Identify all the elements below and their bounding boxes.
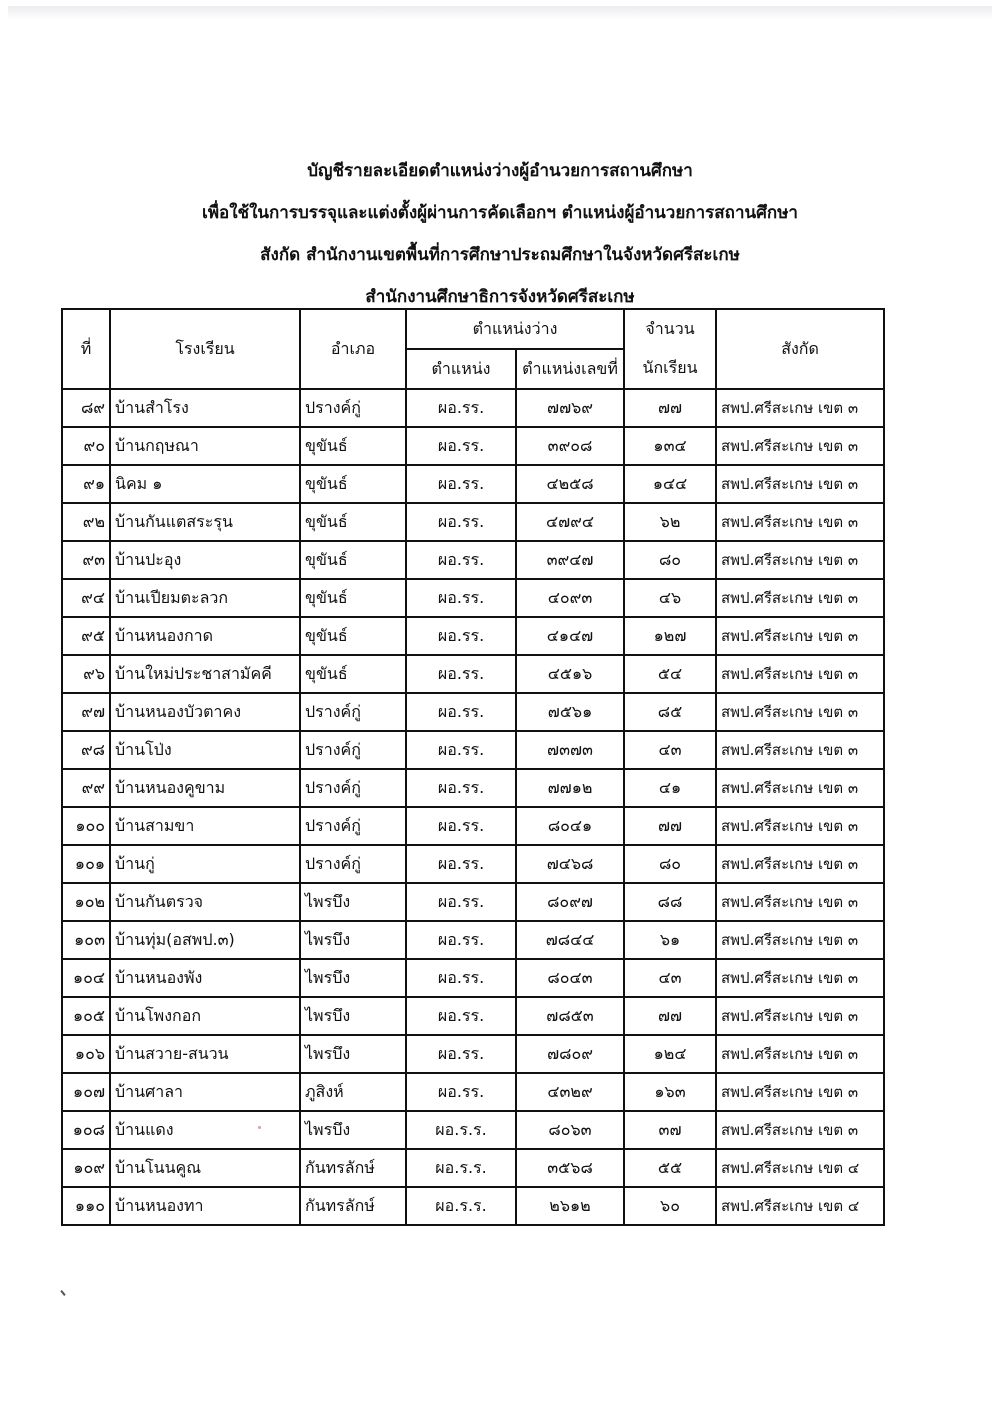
row-number: ๙๓ [62, 541, 110, 579]
student-count: ๑๓๔ [624, 427, 716, 465]
affiliation: สพป.ศรีสะเกษ เขต ๓ [716, 693, 884, 731]
table-row [62, 389, 884, 427]
position-title: ผอ.รร. [406, 883, 516, 921]
student-count: ๑๖๓ [624, 1073, 716, 1111]
student-count: ๔๓ [624, 731, 716, 769]
district-name: ปรางค์กู่ [300, 693, 406, 731]
position-number: ๗๘๕๓ [516, 997, 624, 1035]
table-row [62, 579, 884, 617]
position-title: ผอ.ร.ร. [406, 1111, 516, 1149]
position-number: ๗๘๔๔ [516, 921, 624, 959]
position-title: ผอ.รร. [406, 1035, 516, 1073]
affiliation: สพป.ศรีสะเกษ เขต ๓ [716, 427, 884, 465]
district-name: ปรางค์กู่ [300, 389, 406, 427]
student-count: ๓๗ [624, 1111, 716, 1149]
header-students-bottom: นักเรียน [624, 349, 716, 389]
row-number: ๙๒ [62, 503, 110, 541]
row-number: ๑๐๗ [62, 1073, 110, 1111]
district-name: ขุขันธ์ [300, 579, 406, 617]
position-title: ผอ.รร. [406, 845, 516, 883]
position-number: ๘๐๔๓ [516, 959, 624, 997]
header-no: ที่ [62, 309, 110, 389]
row-number: ๘๙ [62, 389, 110, 427]
table-row [62, 807, 884, 845]
affiliation: สพป.ศรีสะเกษ เขต ๓ [716, 1035, 884, 1073]
table-row [62, 1073, 884, 1111]
header-district: อำเภอ [300, 309, 406, 389]
affiliation: สพป.ศรีสะเกษ เขต ๓ [716, 617, 884, 655]
position-number: ๓๙๐๘ [516, 427, 624, 465]
school-name: บ้านปะอุง [110, 541, 300, 579]
school-name: บ้านสำโรง [110, 389, 300, 427]
table-row [62, 655, 884, 693]
school-name: บ้านกฤษณา [110, 427, 300, 465]
school-name: บ้านเปียมตะลวก [110, 579, 300, 617]
student-count: ๘๕ [624, 693, 716, 731]
school-name: บ้านแดง [110, 1111, 300, 1149]
row-number: ๙๖ [62, 655, 110, 693]
row-number: ๑๐๔ [62, 959, 110, 997]
scan-edge-shadow [8, 6, 992, 20]
affiliation: สพป.ศรีสะเกษ เขต ๓ [716, 731, 884, 769]
table-row [62, 693, 884, 731]
school-name: บ้านหนองทา [110, 1187, 300, 1225]
row-number: ๙๕ [62, 617, 110, 655]
district-name: ไพรบึง [300, 1111, 406, 1149]
position-title: ผอ.รร. [406, 617, 516, 655]
affiliation: สพป.ศรีสะเกษ เขต ๓ [716, 959, 884, 997]
position-number: ๓๙๔๗ [516, 541, 624, 579]
school-name: บ้านหนองคูขาม [110, 769, 300, 807]
header-students-top: จำนวน [624, 309, 716, 349]
affiliation: สพป.ศรีสะเกษ เขต ๓ [716, 389, 884, 427]
table-header [62, 309, 884, 389]
school-name: บ้านโป่ง [110, 731, 300, 769]
student-count: ๕๔ [624, 655, 716, 693]
student-count: ๔๓ [624, 959, 716, 997]
district-name: ปรางค์กู่ [300, 845, 406, 883]
table-row [62, 541, 884, 579]
position-title: ผอ.รร. [406, 921, 516, 959]
student-count: ๑๔๔ [624, 465, 716, 503]
position-title: ผอ.รร. [406, 731, 516, 769]
position-title: ผอ.รร. [406, 959, 516, 997]
school-name: บ้านหนองบัวตาคง [110, 693, 300, 731]
row-number: ๑๐๓ [62, 921, 110, 959]
affiliation: สพป.ศรีสะเกษ เขต ๓ [716, 769, 884, 807]
affiliation: สพป.ศรีสะเกษ เขต ๔ [716, 1149, 884, 1187]
position-number: ๔๑๔๗ [516, 617, 624, 655]
district-name: ไพรบึง [300, 921, 406, 959]
position-number: ๗๘๐๙ [516, 1035, 624, 1073]
school-name: บ้านทุ่ม(อสพป.๓) [110, 921, 300, 959]
table-row [62, 769, 884, 807]
table-row [62, 731, 884, 769]
row-number: ๑๐๖ [62, 1035, 110, 1073]
affiliation: สพป.ศรีสะเกษ เขต ๓ [716, 465, 884, 503]
affiliation: สพป.ศรีสะเกษ เขต ๓ [716, 655, 884, 693]
school-name: บ้านโพงกอก [110, 997, 300, 1035]
title-line-3: สังกัด สำนักงานเขตพื้นที่การศึกษาประถมศึกษาในจังหวัดศรีสะเกษ [260, 245, 740, 265]
title-line-2: เพื่อใช้ในการบรรจุและแต่งตั้งผู้ผ่านการคัดเลือกฯ ตำแหน่งผู้อำนวยการสถานศึกษา [202, 203, 798, 223]
table-row [62, 997, 884, 1035]
table-row [62, 883, 884, 921]
student-count: ๘๐ [624, 541, 716, 579]
position-title: ผอ.ร.ร. [406, 1187, 516, 1225]
row-number: ๑๑๐ [62, 1187, 110, 1225]
position-title: ผอ.รร. [406, 655, 516, 693]
row-number: ๙๐ [62, 427, 110, 465]
affiliation: สพป.ศรีสะเกษ เขต ๓ [716, 1111, 884, 1149]
school-name: บ้านใหม่ประชาสามัคคี [110, 655, 300, 693]
table-row [62, 617, 884, 655]
school-name: บ้านกู่ [110, 845, 300, 883]
student-count: ๗๗ [624, 389, 716, 427]
affiliation: สพป.ศรีสะเกษ เขต ๓ [716, 541, 884, 579]
district-name: ไพรบึง [300, 997, 406, 1035]
affiliation: สพป.ศรีสะเกษ เขต ๓ [716, 807, 884, 845]
scan-speck [258, 1126, 261, 1129]
student-count: ๔๑ [624, 769, 716, 807]
table-row [62, 1187, 884, 1225]
position-number: ๔๐๙๓ [516, 579, 624, 617]
student-count: ๖๑ [624, 921, 716, 959]
student-count: ๖๐ [624, 1187, 716, 1225]
school-name: บ้านหนองกาด [110, 617, 300, 655]
table-row [62, 465, 884, 503]
district-name: ปรางค์กู่ [300, 731, 406, 769]
position-title: ผอ.รร. [406, 465, 516, 503]
position-title: ผอ.รร. [406, 427, 516, 465]
table-body [62, 389, 884, 1225]
row-number: ๑๐๑ [62, 845, 110, 883]
district-name: ขุขันธ์ [300, 655, 406, 693]
district-name: ไพรบึง [300, 883, 406, 921]
position-title: ผอ.รร. [406, 693, 516, 731]
table-row [62, 1149, 884, 1187]
position-number: ๔๗๙๔ [516, 503, 624, 541]
table-row [62, 1035, 884, 1073]
district-name: ไพรบึง [300, 1035, 406, 1073]
district-name: ภูสิงห์ [300, 1073, 406, 1111]
school-name: บ้านหนองพัง [110, 959, 300, 997]
position-number: ๗๕๖๑ [516, 693, 624, 731]
position-title: ผอ.รร. [406, 807, 516, 845]
table-row [62, 921, 884, 959]
position-number: ๒๖๑๒ [516, 1187, 624, 1225]
student-count: ๗๗ [624, 997, 716, 1035]
position-title: ผอ.รร. [406, 389, 516, 427]
school-name: บ้านกันตรวจ [110, 883, 300, 921]
affiliation: สพป.ศรีสะเกษ เขต ๓ [716, 921, 884, 959]
title-line-4: สำนักงานศึกษาธิการจังหวัดศรีสะเกษ [365, 287, 635, 307]
table-row [62, 427, 884, 465]
row-number: ๑๐๘ [62, 1111, 110, 1149]
student-count: ๗๗ [624, 807, 716, 845]
position-title: ผอ.รร. [406, 503, 516, 541]
position-title: ผอ.รร. [406, 997, 516, 1035]
position-number: ๘๐๙๗ [516, 883, 624, 921]
row-number: ๑๐๙ [62, 1149, 110, 1187]
school-name: บ้านโนนคูณ [110, 1149, 300, 1187]
position-number: ๘๐๖๓ [516, 1111, 624, 1149]
position-number: ๗๓๗๓ [516, 731, 624, 769]
district-name: ขุขันธ์ [300, 617, 406, 655]
position-title: ผอ.รร. [406, 1073, 516, 1111]
district-name: ขุขันธ์ [300, 465, 406, 503]
district-name: ปรางค์กู่ [300, 769, 406, 807]
header-position: ตำแหน่ง [406, 349, 516, 389]
row-number: ๑๐๕ [62, 997, 110, 1035]
school-name: บ้านสามขา [110, 807, 300, 845]
row-number: ๙๘ [62, 731, 110, 769]
district-name: ขุขันธ์ [300, 541, 406, 579]
header-vacancy: ตำแหน่งว่าง [406, 309, 624, 349]
school-name: บ้านกันแตสระรุน [110, 503, 300, 541]
student-count: ๑๒๔ [624, 1035, 716, 1073]
row-number: ๑๐๒ [62, 883, 110, 921]
row-number: ๙๑ [62, 465, 110, 503]
title-line-1: บัญชีรายละเอียดตำแหน่งว่างผู้อำนวยการสถานศึกษา [307, 161, 693, 181]
table-row [62, 503, 884, 541]
affiliation: สพป.ศรีสะเกษ เขต ๓ [716, 845, 884, 883]
school-name: บ้านสวาย-สนวน [110, 1035, 300, 1073]
affiliation: สพป.ศรีสะเกษ เขต ๓ [716, 503, 884, 541]
position-number: ๔๓๒๙ [516, 1073, 624, 1111]
row-number: ๙๙ [62, 769, 110, 807]
position-number: ๗๗๖๙ [516, 389, 624, 427]
affiliation: สพป.ศรีสะเกษ เขต ๓ [716, 579, 884, 617]
vacancy-table [61, 308, 885, 1226]
position-title: ผอ.รร. [406, 769, 516, 807]
district-name: กันทรลักษ์ [300, 1187, 406, 1225]
student-count: ๘๐ [624, 845, 716, 883]
affiliation: สพป.ศรีสะเกษ เขต ๔ [716, 1187, 884, 1225]
student-count: ๘๘ [624, 883, 716, 921]
position-number: ๓๕๖๘ [516, 1149, 624, 1187]
affiliation: สพป.ศรีสะเกษ เขต ๓ [716, 883, 884, 921]
position-title: ผอ.รร. [406, 541, 516, 579]
student-count: ๕๕ [624, 1149, 716, 1187]
student-count: ๑๒๗ [624, 617, 716, 655]
student-count: ๔๖ [624, 579, 716, 617]
student-count: ๖๒ [624, 503, 716, 541]
row-number: ๑๐๐ [62, 807, 110, 845]
table-row [62, 845, 884, 883]
position-number: ๔๒๕๘ [516, 465, 624, 503]
table-row [62, 959, 884, 997]
school-name: นิคม ๑ [110, 465, 300, 503]
position-number: ๔๕๑๖ [516, 655, 624, 693]
district-name: กันทรลักษ์ [300, 1149, 406, 1187]
district-name: ขุขันธ์ [300, 503, 406, 541]
scan-mark [60, 1290, 65, 1296]
header-position-no: ตำแหน่งเลขที่ [516, 349, 624, 389]
row-number: ๙๔ [62, 579, 110, 617]
header-school: โรงเรียน [110, 309, 300, 389]
position-title: ผอ.ร.ร. [406, 1149, 516, 1187]
district-name: ปรางค์กู่ [300, 807, 406, 845]
district-name: ขุขันธ์ [300, 427, 406, 465]
position-number: ๘๐๔๑ [516, 807, 624, 845]
row-number: ๙๗ [62, 693, 110, 731]
position-number: ๗๗๑๒ [516, 769, 624, 807]
position-number: ๗๔๖๘ [516, 845, 624, 883]
position-title: ผอ.รร. [406, 579, 516, 617]
affiliation: สพป.ศรีสะเกษ เขต ๓ [716, 997, 884, 1035]
affiliation: สพป.ศรีสะเกษ เขต ๓ [716, 1073, 884, 1111]
table-row [62, 1111, 884, 1149]
district-name: ไพรบึง [300, 959, 406, 997]
document-title-block [0, 156, 1000, 324]
school-name: บ้านศาลา [110, 1073, 300, 1111]
header-org: สังกัด [716, 309, 884, 389]
